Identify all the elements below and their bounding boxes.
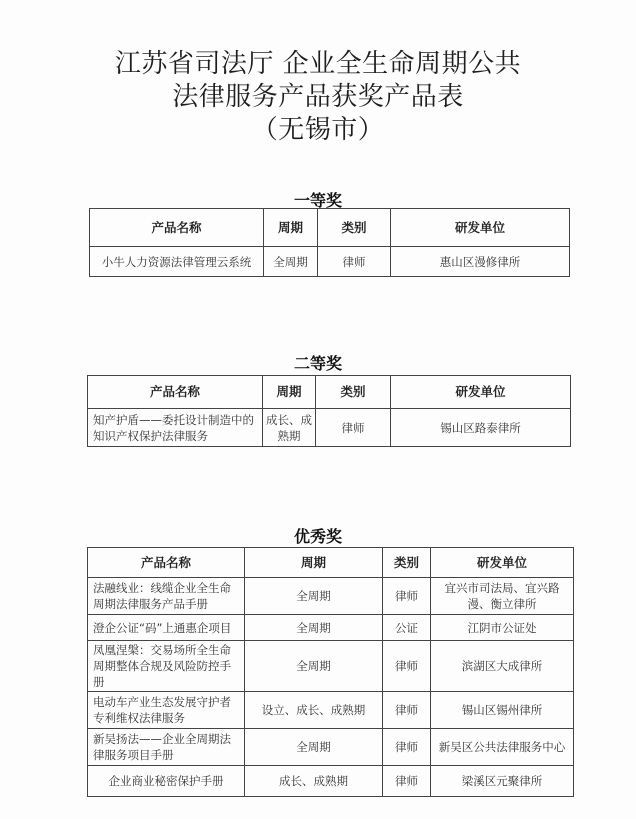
table-row (88, 692, 574, 729)
table-row (88, 409, 571, 447)
cell-unit: 宜兴市司法局、宜兴路漫、衡立律所 (431, 578, 574, 615)
cell-category: 律师 (318, 247, 391, 277)
cell-unit: 锡山区锡州律所 (431, 692, 574, 729)
cell-category: 律师 (383, 692, 431, 729)
cell-cycle: 成长、成熟期 (245, 766, 383, 797)
cell-name: 小牛人力资源法律管理云系统 (90, 247, 264, 277)
cell-name: 电动车产业生态发展守护者专利维权法律服务 (88, 692, 245, 729)
header-category: 类别 (318, 209, 391, 247)
header-unit: 研发单位 (431, 548, 574, 578)
cell-unit: 惠山区漫修律所 (391, 247, 570, 277)
cell-name: 澄企公证“码”上通惠企项目 (88, 615, 245, 641)
header-name: 产品名称 (88, 548, 245, 578)
cell-name: 新吴扬法——企业全周期法律服务项目手册 (88, 729, 245, 766)
cell-name: 知产护盾——委托设计制造中的知识产权保护法律服务 (88, 409, 263, 447)
cell-category: 公证 (383, 615, 431, 641)
cell-unit: 锡山区路泰律所 (391, 409, 571, 447)
cell-category: 律师 (316, 409, 391, 447)
cell-cycle: 全周期 (245, 578, 383, 615)
second-prize-table (87, 375, 571, 447)
header-name: 产品名称 (90, 209, 264, 247)
header-unit: 研发单位 (391, 376, 571, 409)
header-unit: 研发单位 (391, 209, 570, 247)
header-cycle: 周期 (245, 548, 383, 578)
header-cycle: 周期 (264, 209, 318, 247)
header-name: 产品名称 (88, 376, 263, 409)
cell-unit: 滨湖区大成律所 (431, 641, 574, 692)
header-cycle: 周期 (263, 376, 316, 409)
cell-cycle: 设立、成长、成熟期 (245, 692, 383, 729)
table-row (88, 641, 574, 692)
section-title-excellence-prize: 优秀奖 (293, 527, 342, 546)
table-header-row (88, 376, 571, 409)
table-row (88, 615, 574, 641)
table-row (88, 729, 574, 766)
cell-category: 律师 (383, 641, 431, 692)
cell-cycle: 全周期 (245, 641, 383, 692)
cell-cycle: 全周期 (245, 615, 383, 641)
title-line-2: 法律服务产品获奖产品表 (172, 82, 464, 112)
table-row (88, 578, 574, 615)
cell-category: 律师 (383, 766, 431, 797)
excellence-prize-table (87, 547, 574, 797)
table-header-row (88, 548, 574, 578)
cell-category: 律师 (383, 578, 431, 615)
table-row (90, 247, 570, 277)
header-category: 类别 (383, 548, 431, 578)
cell-name: 企业商业秘密保护手册 (88, 766, 245, 797)
cell-cycle: 全周期 (245, 729, 383, 766)
cell-unit: 新吴区公共法律服务中心 (431, 729, 574, 766)
table-row (88, 766, 574, 797)
table-header-row (90, 209, 570, 247)
first-prize-table (89, 208, 570, 277)
cell-name: 法融线业：线缆企业全生命周期法律服务产品手册 (88, 578, 245, 615)
section-title-first-prize: 一等奖 (293, 191, 342, 210)
title-line-1: 江苏省司法厅 企业全生命周期公共 (114, 49, 522, 79)
title-line-3: （无锡市） (251, 115, 385, 145)
cell-cycle: 成长、成熟期 (263, 409, 316, 447)
cell-category: 律师 (383, 729, 431, 766)
section-title-second-prize: 二等奖 (293, 354, 342, 373)
cell-cycle: 全周期 (264, 247, 318, 277)
document-title (0, 48, 636, 147)
cell-unit: 梁溪区元聚律所 (431, 766, 574, 797)
cell-unit: 江阴市公证处 (431, 615, 574, 641)
header-category: 类别 (316, 376, 391, 409)
cell-name: 凤凰涅槃：交易场所全生命周期整体合规及风险防控手册 (88, 641, 245, 692)
